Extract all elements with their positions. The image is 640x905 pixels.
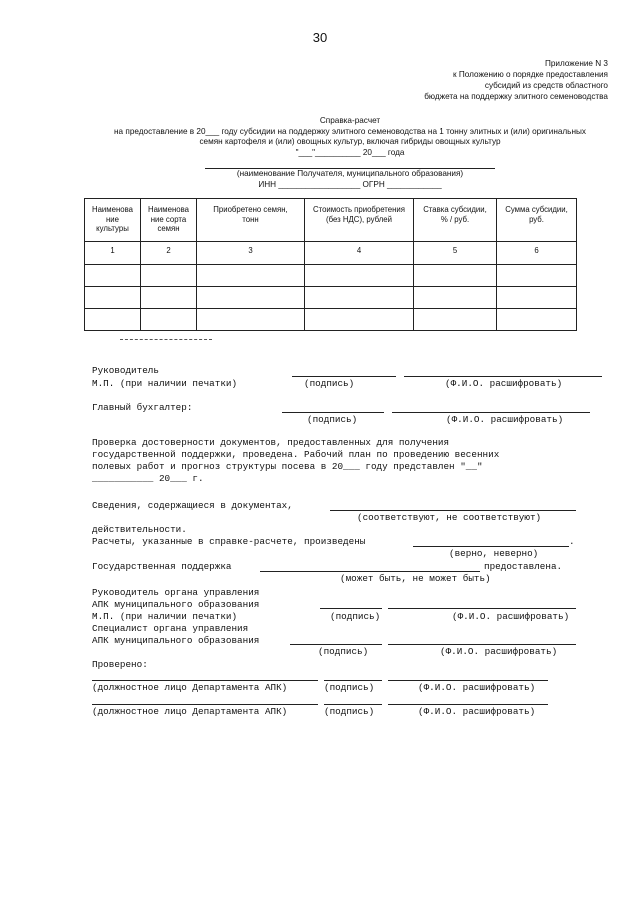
calc-period: . — [569, 536, 575, 547]
appendix-line: Приложение N 3 — [544, 59, 608, 68]
table-row — [85, 287, 577, 309]
table-cell — [497, 287, 577, 309]
table-row — [85, 309, 577, 331]
signature-line — [282, 412, 384, 413]
fio-line — [388, 608, 576, 609]
verification-text: полевых работ и прогноз структуры посева в 20___ году представлен "__" — [92, 461, 483, 472]
calc-caption: (верно, неверно) — [449, 548, 539, 559]
signature-line — [320, 608, 382, 609]
column-header: Сумма субсидии, руб. — [497, 199, 577, 242]
table-cell — [85, 265, 141, 287]
subsidy-table — [84, 198, 577, 331]
recipient-block — [205, 168, 495, 190]
column-number-row — [85, 242, 577, 265]
fio-caption: (Ф.И.О. расшифровать) — [445, 378, 563, 389]
page-number: 30 — [312, 30, 328, 45]
heading-line: семян картофеля и (или) овощных культур, включая гибриды овощных культур — [199, 137, 501, 146]
fio-caption: (Ф.И.О. расшифровать) — [418, 682, 536, 693]
signature-caption: (подпись) — [330, 611, 381, 622]
stamp-note: М.П. (при наличии печатки) — [92, 611, 238, 622]
fio-line — [388, 680, 548, 681]
head-label: Руководитель — [92, 365, 159, 376]
section-divider — [120, 339, 212, 340]
inn-ogrn-line: ИНН __________________ ОГРН ____________ — [258, 179, 442, 189]
table-cell — [85, 287, 141, 309]
table-row — [85, 265, 577, 287]
signature-line — [324, 704, 382, 705]
document-title: Справка-расчет — [319, 116, 381, 125]
fio-line — [388, 644, 576, 645]
signature-line — [324, 680, 382, 681]
signature-caption: (подпись) — [324, 682, 375, 693]
table-cell — [141, 265, 197, 287]
apk-head-label: АПК муниципального образования — [92, 599, 260, 610]
support-caption: (может быть, не может быть) — [340, 573, 491, 584]
table-cell — [305, 309, 414, 331]
support-end: предоставлена. — [484, 561, 563, 572]
fio-line — [388, 704, 548, 705]
recipient-caption: (наименование Получателя, муниципального образования) — [236, 169, 464, 178]
column-header: Наименова ние сорта семян — [141, 199, 197, 242]
signature-caption: (подпись) — [307, 414, 358, 425]
table-cell — [141, 287, 197, 309]
info-caption: (соответствуют, не соответствуют) — [357, 512, 542, 523]
official-line — [92, 680, 318, 681]
support-line — [260, 571, 480, 572]
appendix-note — [424, 58, 608, 102]
table-cell — [414, 265, 497, 287]
verification-text: ___________ 20___ г. — [92, 473, 204, 484]
apk-head-label: Руководитель органа управления — [92, 587, 260, 598]
signature-caption: (подпись) — [324, 706, 375, 717]
support-label: Государственная поддержка — [92, 561, 232, 572]
appendix-line: субсидий из средств областного — [484, 81, 608, 90]
signature-line — [290, 644, 382, 645]
fio-caption: (Ф.И.О. расшифровать) — [446, 414, 564, 425]
table-cell — [305, 265, 414, 287]
specialist-label: Специалист органа управления — [92, 623, 249, 634]
fio-line — [404, 376, 602, 377]
table-cell — [197, 287, 305, 309]
column-number: 6 — [497, 242, 577, 265]
table-cell — [414, 309, 497, 331]
table-cell — [497, 265, 577, 287]
chief-accountant-label: Главный бухгалтер: — [92, 402, 193, 413]
specialist-label: АПК муниципального образования — [92, 635, 260, 646]
column-number: 2 — [141, 242, 197, 265]
column-header: Стоимость приобретения (без НДС), рублей — [305, 199, 414, 242]
heading-line: на предоставление в 20___ году субсидии на поддержку элитного семеноводства на 1 тонну элитных и (или) оригинальных — [114, 126, 586, 136]
info-label: Сведения, содержащиеся в документах, — [92, 500, 293, 511]
stamp-note: М.П. (при наличии печатки) — [92, 378, 238, 389]
column-number: 5 — [414, 242, 497, 265]
signature-line — [292, 376, 396, 377]
column-number: 1 — [85, 242, 141, 265]
column-number: 3 — [197, 242, 305, 265]
signature-caption: (подпись) — [318, 646, 369, 657]
table-cell — [197, 309, 305, 331]
reality-text: действительности. — [92, 524, 187, 535]
fio-caption: (Ф.И.О. расшифровать) — [418, 706, 536, 717]
heading-date: "___"__________ 20___ года — [295, 147, 405, 157]
table-header-row — [85, 199, 577, 242]
fio-line — [392, 412, 590, 413]
column-number: 4 — [305, 242, 414, 265]
official-caption: (должностное лицо Департамента АПК) — [92, 706, 288, 717]
checked-label: Проверено: — [92, 659, 148, 670]
appendix-line: к Положению о порядке предоставления — [453, 70, 608, 79]
column-header: Приобретено семян, тонн — [197, 199, 305, 242]
table-cell — [197, 265, 305, 287]
signature-caption: (подпись) — [304, 378, 355, 389]
verification-text: Проверка достоверности документов, предоставленных для получения — [92, 437, 450, 448]
appendix-line: бюджета на поддержку элитного семеноводства — [424, 92, 608, 101]
table-cell — [414, 287, 497, 309]
column-header: Ставка субсидии, % / руб. — [414, 199, 497, 242]
calc-line — [413, 546, 569, 547]
document-heading — [60, 116, 640, 158]
column-header: Наименова ние культуры — [85, 199, 141, 242]
verification-text: государственной поддержки, проведена. Рабочий план по проведению весенних — [92, 449, 500, 460]
calc-label: Расчеты, указанные в справке-расчете, произведены — [92, 536, 366, 547]
official-caption: (должностное лицо Департамента АПК) — [92, 682, 288, 693]
table-cell — [305, 287, 414, 309]
fio-caption: (Ф.И.О. расшифровать) — [440, 646, 558, 657]
official-line — [92, 704, 318, 705]
table-cell — [141, 309, 197, 331]
fio-caption: (Ф.И.О. расшифровать) — [452, 611, 570, 622]
table-cell — [497, 309, 577, 331]
table-cell — [85, 309, 141, 331]
info-line — [330, 510, 576, 511]
